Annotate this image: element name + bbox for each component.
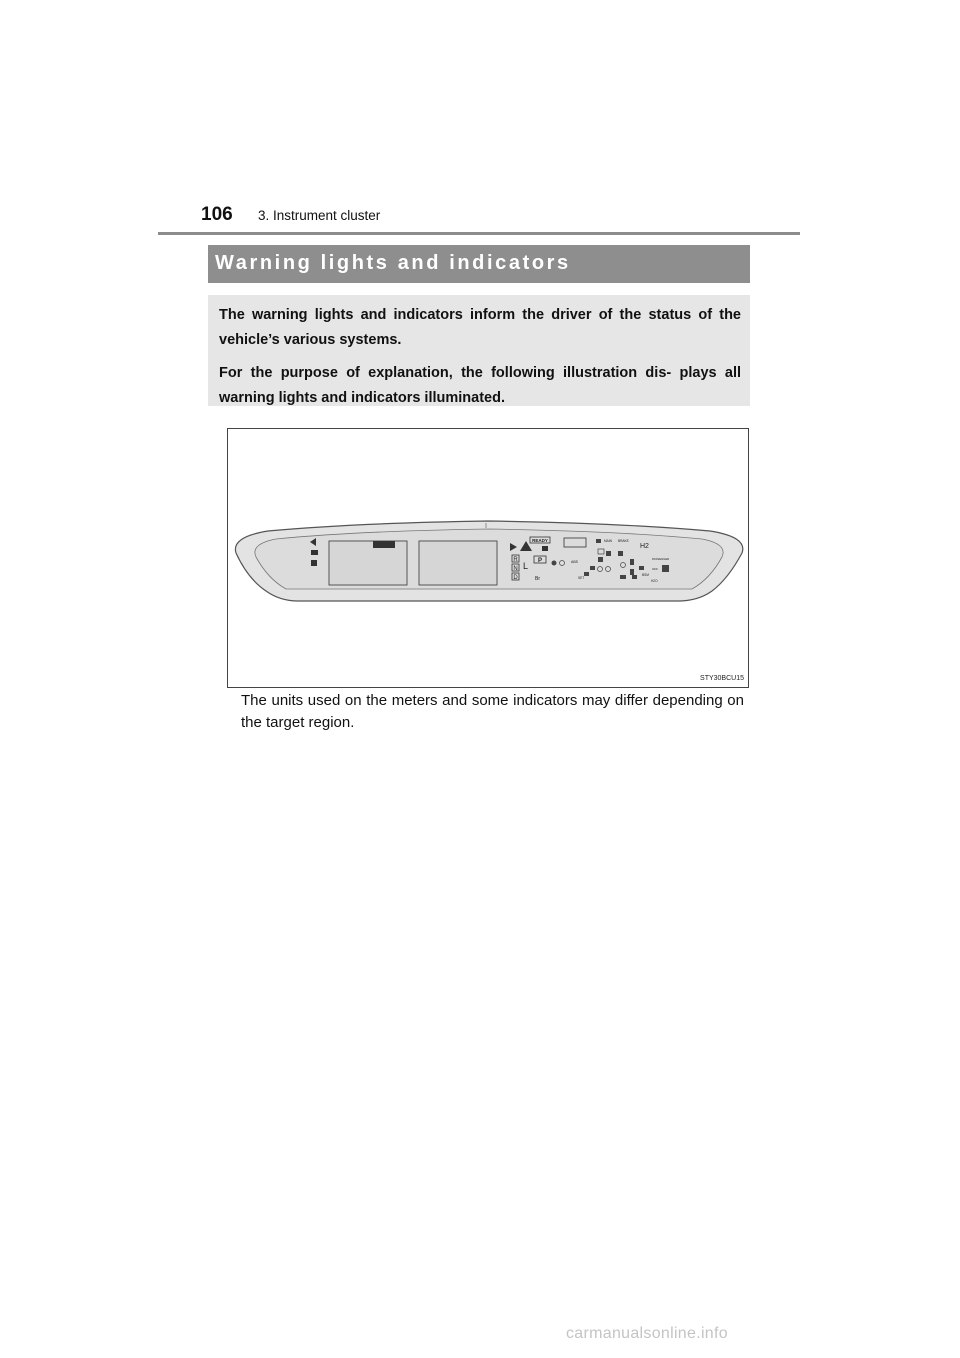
intro-paragraph-2: For the purpose of explanation, the following illustration dis- plays all warning lights and indicators illuminated.: [219, 365, 741, 406]
oil-indicator-icon: [584, 572, 589, 576]
h2-text: H2: [640, 543, 649, 550]
park-indicator-text: P: [537, 558, 543, 564]
instrument-cluster-figure: [227, 428, 749, 688]
gear-d-text: D: [513, 575, 518, 581]
airbag-on-indicator-icon: [662, 565, 669, 572]
abs-text: ABS: [571, 560, 579, 564]
steering-indicator-icon: [590, 566, 595, 570]
instrument-cluster-illustration: [228, 429, 750, 689]
seat-indicator-icon: [630, 569, 634, 575]
tire-pressure-indicator-icon: [598, 557, 603, 562]
section-title: Warning lights and indicators: [215, 252, 571, 274]
page-number: 106: [201, 204, 233, 225]
gear-l-text: L: [523, 561, 529, 571]
header-divider: [158, 232, 800, 235]
set-text: SET: [578, 576, 585, 580]
left-display-screen: [329, 541, 407, 585]
slip-indicator-icon: [606, 551, 611, 556]
headlight-indicator-icon: [311, 550, 318, 555]
intro-box: [208, 295, 750, 406]
battery-indicator-icon: [639, 566, 644, 570]
h2o-text: H2O: [651, 579, 658, 583]
lane-indicator-icon: [620, 575, 626, 579]
br-text: Br: [535, 576, 540, 582]
parking-sensor-indicator-icon: [632, 575, 637, 579]
airbag-off-text: OFF: [652, 567, 658, 571]
charge-indicator-icon: [596, 539, 601, 543]
fog-indicator-icon: [311, 560, 317, 566]
chapter-title: 3. Instrument cluster: [258, 208, 381, 223]
temperature-indicator-icon: [618, 551, 623, 556]
gear-r-text: R: [513, 557, 518, 563]
note-text: The units used on the meters and some indicators may differ depending on the target region.: [241, 692, 744, 731]
brake-text: BRAKE: [618, 539, 629, 543]
seatbelt-indicator-icon: [552, 561, 557, 566]
intro-paragraph-1: The warning lights and indicators inform the driver of the status of the vehicle’s various systems.: [219, 307, 741, 348]
airbag-indicator-icon: [630, 559, 634, 565]
bsm-text: BSM: [642, 573, 649, 577]
gear-n-text: N: [513, 566, 518, 572]
passenger-text: PASSENGER: [652, 557, 670, 561]
main-text: MAIN: [604, 539, 612, 543]
ready-indicator-text: READY: [532, 538, 548, 543]
lock-indicator-icon: [542, 546, 548, 551]
figure-code: STY30BCU15: [700, 675, 744, 682]
eco-indicator-icon: [373, 541, 395, 548]
right-display-screen: [419, 541, 497, 585]
watermark: carmanualsonline.info: [566, 1325, 728, 1342]
